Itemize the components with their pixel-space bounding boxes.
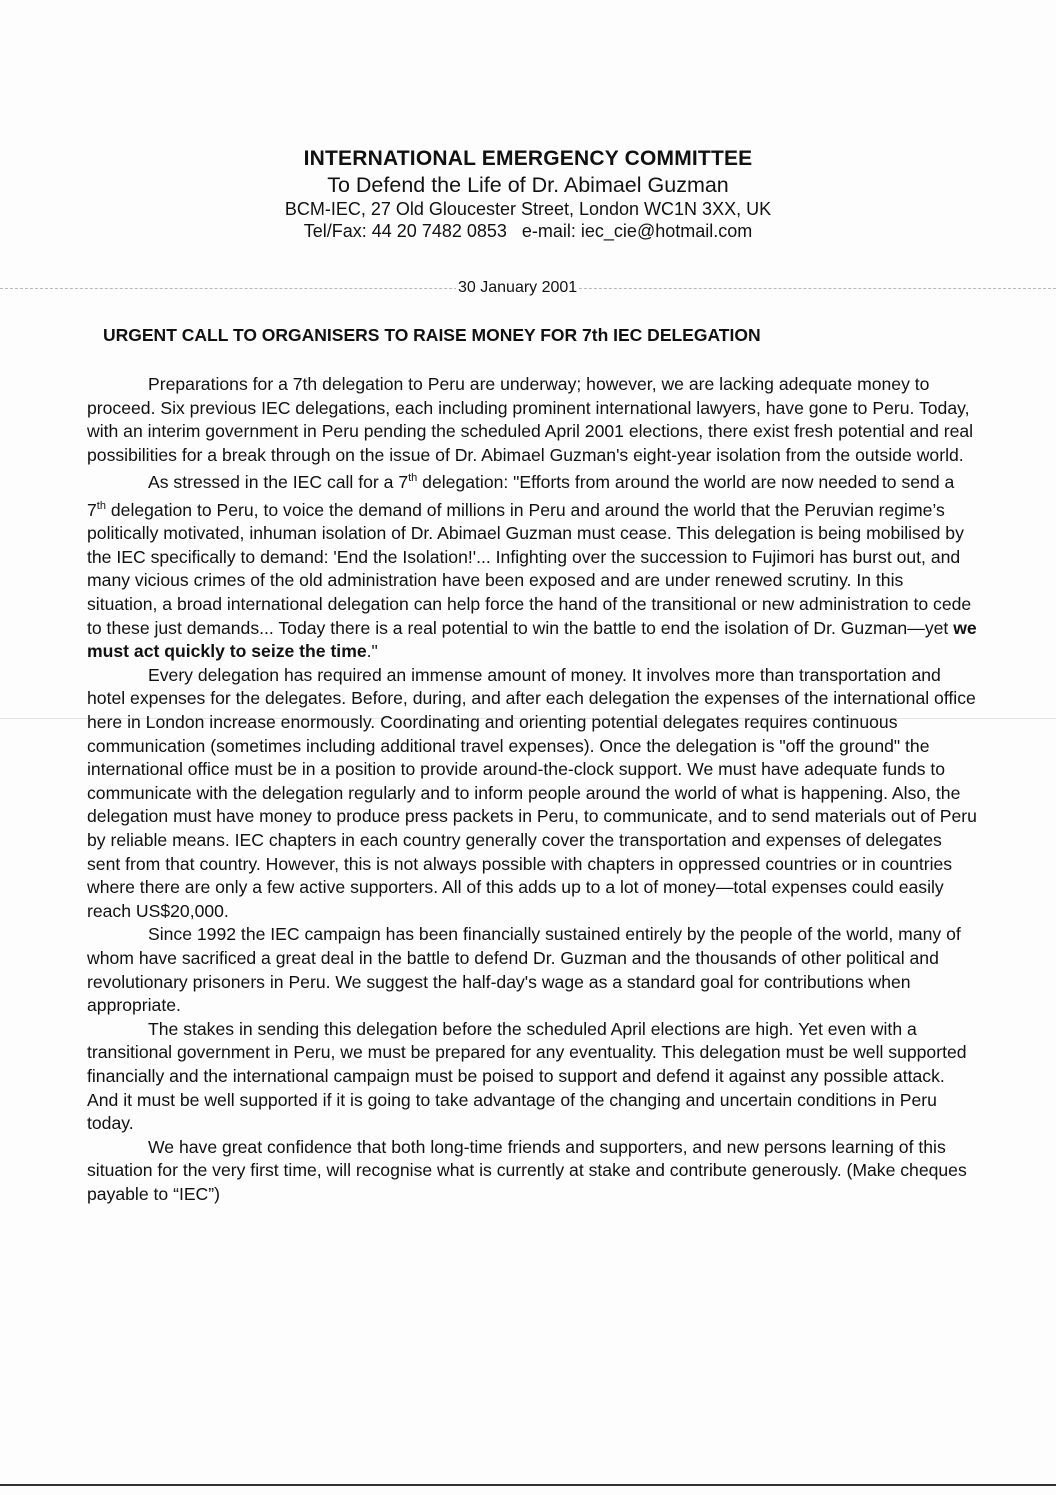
superscript-th: th	[408, 472, 418, 485]
paragraph-2-text-b: delegation: "Efforts from around the world are now needed to send a 7	[87, 472, 955, 520]
paragraph-6: We have great confidence that both long-time friends and supporters, and new persons learning of this situation for the very first time, will recognise what is currently at stake and contribute generously. (Make cheques payable to “IEC”)	[87, 1136, 967, 1204]
org-address: BCM-IEC, 27 Old Gloucester Street, London WC1N 3XX, UK	[284, 199, 772, 219]
date-row	[0, 277, 1056, 301]
superscript-th: th	[96, 499, 106, 512]
paragraph-2	[87, 467, 977, 663]
paragraph-2-text-a: As stressed in the IEC call for a 7	[148, 472, 409, 493]
org-name: INTERNATIONAL EMERGENCY COMMITTEE	[303, 147, 753, 170]
letter-date: 30 January 2001	[456, 277, 579, 299]
org-contact: Tel/Fax: 44 20 7482 0853 e-mail: iec_cie@hotmail.com	[303, 221, 753, 241]
paragraph-2-text-c: delegation to Peru, to voice the demand of millions in Peru and around the world that the Peruvian regime’s politically motivated, inhuman isolation of Dr. Abimael Guzman must cease. This delegation is being mobilised by the IEC specifically to demand: 'End the Isolation!'... Infighting over the succession to Fujimori has burst out, and many vicious crimes of the old administration have been exposed and are under renewed scrutiny. In this situation, a broad international delegation can help force the hand of the transitional or new administration to cede to these just demands... Today there is a real potential to win the battle to end the isolation of Dr. Guzman—yet	[87, 499, 972, 638]
document-heading: URGENT CALL TO ORGANISERS TO RAISE MONEY FOR 7th IEC DELEGATION	[103, 325, 761, 345]
letterhead	[0, 146, 1056, 242]
paragraph-5: The stakes in sending this delegation before the scheduled April elections are high. Yet even with a transitional government in Peru, we must be prepared for any eventuality. This delegation must be well supported financially and the international campaign must be poised to support and defend it against any possible attack. And it must be well supported if it is going to take advantage of the changing and uncertain conditions in Peru today.	[87, 1018, 967, 1134]
paragraph-1: Preparations for a 7th delegation to Peru are underway; however, we are lacking adequate money to proceed. Six previous IEC delegations, each including prominent international lawyers, have gone to Peru. Today, with an interim government in Peru pending the scheduled April 2001 elections, there exist fresh potential and real possibilities for a break through on the issue of Dr. Abimael Guzman's eight-year isolation from the outside world.	[87, 374, 974, 465]
bottom-edge-line	[0, 1484, 1056, 1486]
org-subtitle: To Defend the Life of Dr. Abimael Guzman	[327, 173, 729, 197]
paragraph-4: Since 1992 the IEC campaign has been financially sustained entirely by the people of the world, many of whom have sacrificed a great deal in the battle to defend Dr. Guzman and the thousands of other political and revolutionary prisoners in Peru. We suggest the half-day's wage as a standard goal for contributions when appropriate.	[87, 924, 961, 1016]
letter-body	[87, 373, 977, 1207]
paragraph-2-end: ."	[366, 641, 378, 662]
paragraph-3: Every delegation has required an immense amount of money. It involves more than transportation and hotel expenses for the delegates. Before, during, and after each delegation the expenses of the international office here in London increase enormously. Coordinating and orienting potential delegates requires continuous communication (sometimes including additional travel expenses). Once the delegation is "off the ground" the international office must be in a position to provide around-the-clock support. We must have adequate funds to communicate with the delegation regularly and to inform people around the world of what is happening. Also, the delegation must have money to produce press packets in Peru, to communicate, and to send materials out of Peru by reliable means. IEC chapters in each country generally cover the transportation and expenses of delegates sent from that country. However, this is not always possible with chapters in oppressed countries or in countries where there are only a few active supporters. All of this adds up to a lot of money—total expenses could easily reach US$20,000.	[87, 664, 977, 921]
paragraph-2-emphasis: we must act quickly to seize the time	[87, 617, 977, 662]
